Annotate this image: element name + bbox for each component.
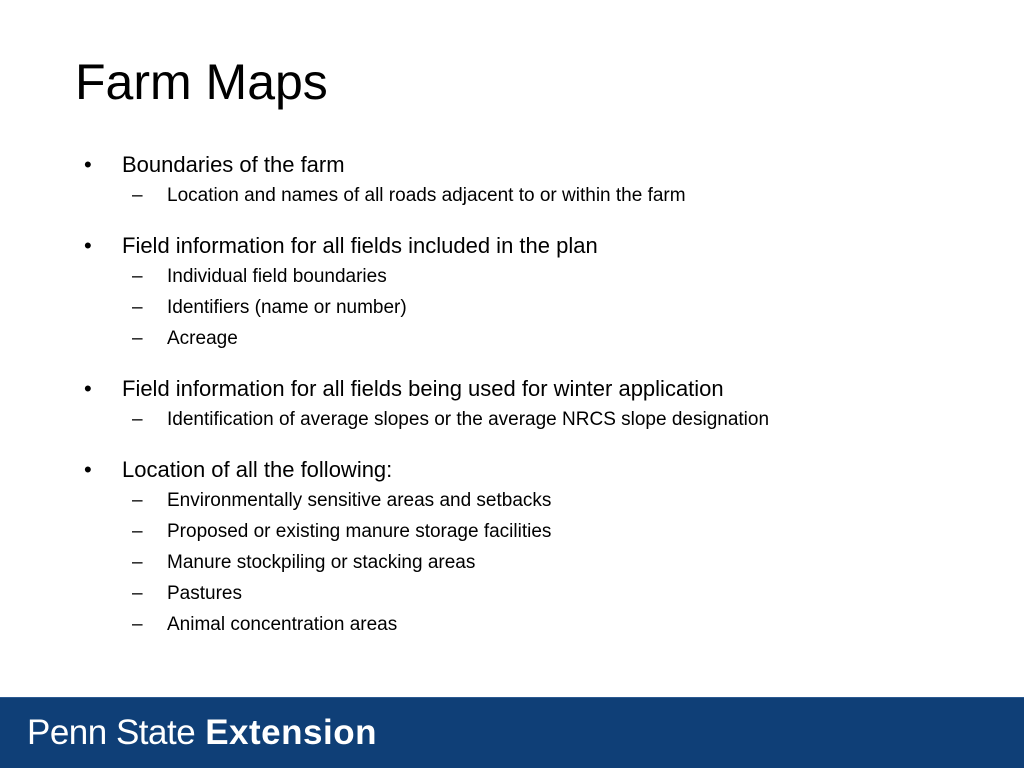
logo-text-bold: Extension xyxy=(205,713,377,752)
sub-bullet-text: Animal concentration areas xyxy=(167,614,398,635)
sub-bullet-text: Individual field boundaries xyxy=(167,266,387,287)
penn-state-extension-logo xyxy=(27,711,377,755)
sub-bullet-item xyxy=(80,323,980,354)
sub-bullet-item xyxy=(80,485,980,516)
sub-bullet-text: Proposed or existing manure storage facilities xyxy=(167,521,552,542)
bullet-group xyxy=(80,150,980,211)
sub-bullet-item xyxy=(80,180,980,211)
bullet-text: Location of all the following: xyxy=(122,457,393,482)
dash-marker: – xyxy=(132,614,143,635)
bullet-group xyxy=(80,455,980,640)
bullet-list xyxy=(80,150,980,660)
bullet-item xyxy=(80,455,980,485)
dash-marker: – xyxy=(132,266,143,287)
sub-bullet-text: Location and names of all roads adjacent to or within the farm xyxy=(167,185,686,206)
sub-bullet-text: Manure stockpiling or stacking areas xyxy=(167,552,476,573)
dash-marker: – xyxy=(132,583,143,604)
bullet-marker: • xyxy=(84,233,92,258)
sub-bullet-item xyxy=(80,609,980,640)
sub-bullet-item xyxy=(80,292,980,323)
dash-marker: – xyxy=(132,490,143,511)
bullet-marker: • xyxy=(84,376,92,401)
dash-marker: – xyxy=(132,185,143,206)
bullet-group xyxy=(80,231,980,354)
sub-bullet-text: Identification of average slopes or the average NRCS slope designation xyxy=(167,409,770,430)
logo-text-light: Penn State xyxy=(27,713,196,752)
sub-bullet-item xyxy=(80,578,980,609)
bullet-group xyxy=(80,374,980,435)
bullet-item xyxy=(80,231,980,261)
bullet-marker: • xyxy=(84,152,92,177)
dash-marker: – xyxy=(132,297,143,318)
sub-bullet-text: Acreage xyxy=(167,328,238,349)
sub-bullet-item xyxy=(80,404,980,435)
bullet-item xyxy=(80,150,980,180)
dash-marker: – xyxy=(132,521,143,542)
bullet-text: Field information for all fields included in the plan xyxy=(122,233,598,258)
slide-title: Farm Maps xyxy=(75,54,328,110)
dash-marker: – xyxy=(132,409,143,430)
sub-bullet-text: Identifiers (name or number) xyxy=(167,297,407,318)
bullet-item xyxy=(80,374,980,404)
dash-marker: – xyxy=(132,552,143,573)
dash-marker: – xyxy=(132,328,143,349)
bullet-text: Boundaries of the farm xyxy=(122,152,345,177)
sub-bullet-item xyxy=(80,261,980,292)
footer-bar xyxy=(0,697,1024,768)
sub-bullet-item xyxy=(80,547,980,578)
bullet-text: Field information for all fields being used for winter application xyxy=(122,376,724,401)
bullet-marker: • xyxy=(84,457,92,482)
sub-bullet-text: Pastures xyxy=(167,583,242,604)
sub-bullet-item xyxy=(80,516,980,547)
sub-bullet-text: Environmentally sensitive areas and setbacks xyxy=(167,490,552,511)
